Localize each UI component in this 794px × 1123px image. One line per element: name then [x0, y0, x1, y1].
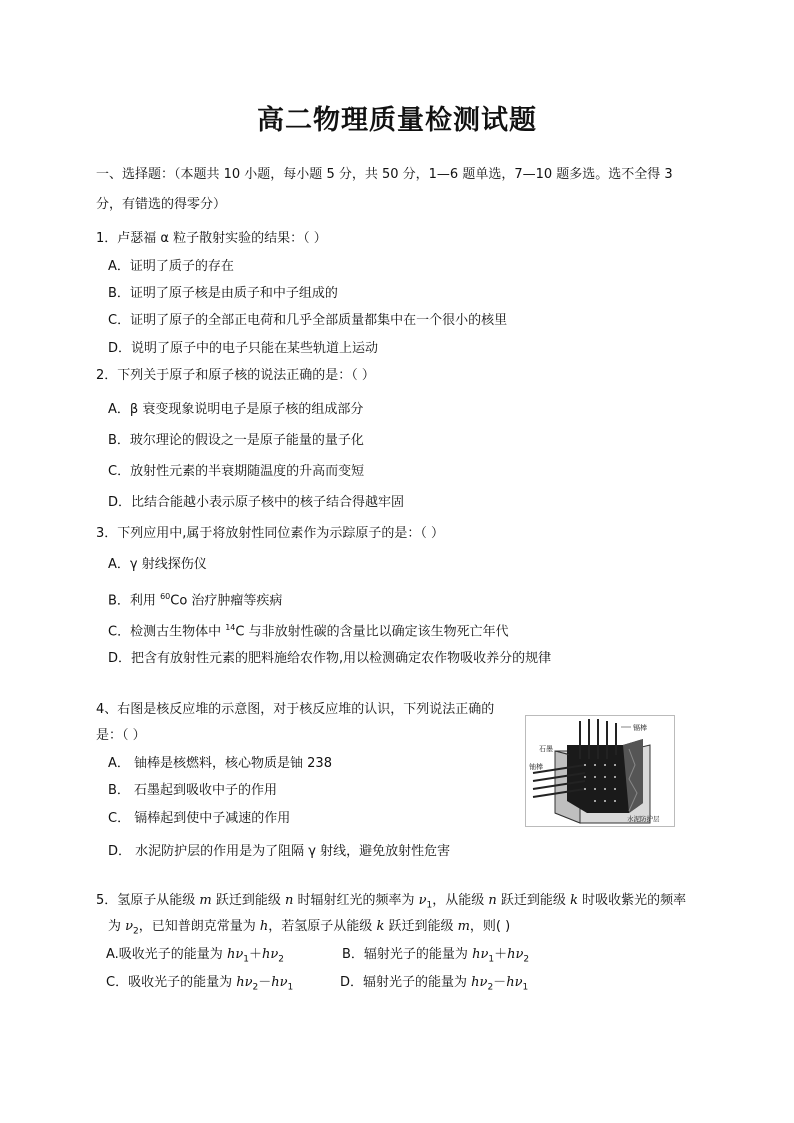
q4-stem-line1: 4、右图是核反应堆的示意图，对于核反应堆的认识，下列说法正确的 [96, 702, 495, 717]
q2-option-b: B．玻尔理论的假设之一是原子能量的量子化 [108, 433, 364, 448]
page-title: 高二物理质量检测试题 [257, 105, 537, 136]
q4-option-b: B． 石墨起到吸收中子的作用 [108, 783, 278, 798]
section-instructions-line1: 一、选择题：（本题共 10 小题，每小题 5 分，共 50 分，1—6 题单选，7—10 题多选。选不全得 3 [96, 167, 673, 182]
q3-option-c: C．检测古生物体中 $^{14}$C 与非放射性碳的含量比以确定该生物死亡年代 [108, 623, 509, 640]
section-instructions-line2: 分，有错选的得零分） [96, 197, 227, 212]
q2-stem: 2．下列关于原子和原子核的说法正确的是：（ ） [96, 368, 375, 383]
q1-option-b: B．证明了原子核是由质子和中子组成的 [108, 286, 338, 301]
label-cadmium-rod: 镉棒 [633, 724, 647, 732]
q3-option-d: D．把含有放射性元素的肥料施给农作物,用以检测确定农作物吸收养分的规律 [108, 651, 552, 666]
q5-option-b: B．辐射光子的能量为 $h\nu_1+h\nu_2$ [342, 947, 530, 965]
reactor-diagram [525, 715, 675, 827]
label-concrete-shield: 水泥防护层 [627, 815, 660, 823]
q3-stem: 3．下列应用中,属于将放射性同位素作为示踪原子的是：（ ） [96, 526, 445, 541]
q5-option-a: A.吸收光子的能量为 $h\nu_1+h\nu_2$ [106, 947, 284, 965]
q4-option-a: A． 铀棒是核燃料，核心物质是铀 238 [108, 756, 332, 771]
q2-option-c: C．放射性元素的半衰期随温度的升高而变短 [108, 464, 365, 479]
q4-option-d: D． 水泥防护层的作用是为了阻隔 γ 射线，避免放射性危害 [108, 844, 451, 859]
q2-option-a: A．β 衰变现象说明电子是原子核的组成部分 [108, 402, 364, 417]
q4-option-c: C． 镉棒起到使中子减速的作用 [108, 811, 291, 826]
label-uranium-rod: 铀棒 [529, 763, 543, 771]
q3-option-a: A．γ 射线探伤仪 [108, 557, 207, 572]
q2-option-d: D．比结合能越小表示原子核中的核子结合得越牢固 [108, 495, 405, 510]
q1-option-a: A．证明了质子的存在 [108, 259, 234, 274]
q1-option-d: D．说明了原子中的电子只能在某些轨道上运动 [108, 341, 379, 356]
q5-stem-line2: 为 $\nu_2$，已知普朗克常量为 h，若氢原子从能级 k 跃迁到能级 m，则( ) [108, 919, 511, 937]
q5-option-c: C．吸收光子的能量为 $h\nu_2-h\nu_1$ [106, 975, 294, 993]
q5-option-d: D．辐射光子的能量为 $h\nu_2-h\nu_1$ [340, 975, 529, 993]
q3-option-b: B．利用 $^{60}$Co 治疗肿瘤等疾病 [108, 592, 283, 609]
q4-stem-line2: 是：（ ） [96, 728, 146, 743]
label-graphite: 石墨 [539, 745, 553, 753]
q5-stem-line1: 5．氢原子从能级 m 跃迁到能级 n 时辐射红光的频率为 $\nu_1$，从能级 n 跃迁到能级 k 时吸收紫光的频率 [96, 893, 687, 911]
q1-option-c: C．证明了原子的全部正电荷和几乎全部质量都集中在一个很小的核里 [108, 313, 508, 328]
q1-stem: 1．卢瑟福 α 粒子散射实验的结果：（ ） [96, 231, 327, 246]
